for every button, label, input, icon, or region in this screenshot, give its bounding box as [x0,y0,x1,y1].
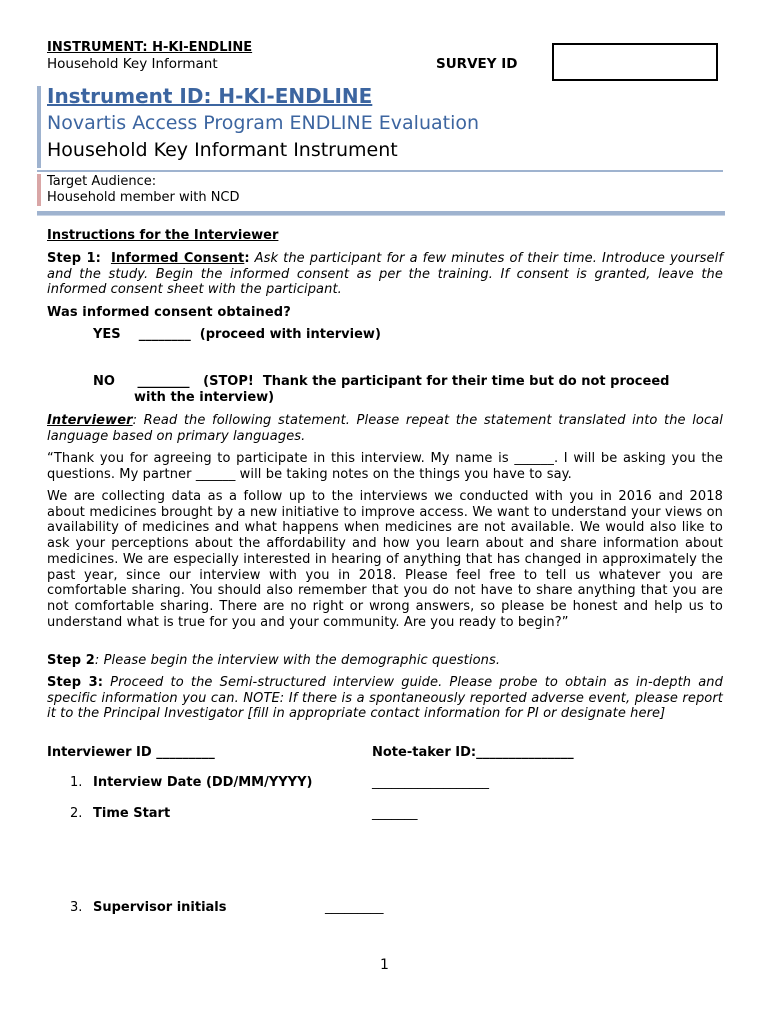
step1-paragraph [47,251,723,298]
program-title: Novartis Access Program ENDLINE Evaluation [47,112,480,134]
step1-text: Ask the participant for a few minutes of their time. Introduce yourself and the study. Begin the informed consent as per the training. If consent is granted, leave the informed consent sheet with the participant. [47,251,724,298]
step1-title: Informed Consent [110,251,245,266]
step3-text: Proceed to the Semi-structured interview guide. Please probe to obtain as in-depth and specific information you can. NOTE: If there is a spontaneously reported adverse event, please report it to the Principal Investigator [fill in appropriate contact information for PI or designate here] [47,675,724,722]
consent-no-option-cont: with the interview) [134,390,275,405]
supervisor-initials-field[interactable]: _________ [325,900,384,915]
note-taker-id-field[interactable]: Note-taker ID:_______________ [372,745,574,760]
time-start-field[interactable]: _______ [372,806,418,821]
consent-no-option[interactable]: NO ________ (STOP! Thank the participant for their time but do not proceed [93,374,670,389]
instrument-id-title: Instrument ID: H-KI-ENDLINE [47,84,373,108]
interview-date-label: Interview Date (DD/MM/YYYY) [93,775,313,790]
interviewer-text: Read the following statement. Please repeat the statement translated into the local language based on primary languages. [47,413,723,444]
step2-text: : Please begin the interview with the demographic questions. [94,653,501,668]
step2-paragraph [47,653,723,669]
item-number: 2. [70,806,83,821]
instructions-heading: Instructions for the Interviewer [47,228,279,243]
supervisor-initials-label: Supervisor initials [93,900,227,915]
step3-prefix: Step 3: [47,675,104,690]
time-start-label: Time Start [93,806,171,821]
interviewer-paragraph [47,413,723,444]
target-audience-value: Household member with NCD [47,190,240,205]
statement-paragraph-1: “Thank you for agreeing to participate in this interview. My name is ______. I will be asking you the questions. My partner ______ will be taking notes on the things you have to say. [47,451,723,482]
target-audience-label: Target Audience: [47,174,157,189]
step3-paragraph [47,675,723,722]
section-divider [37,211,725,216]
item-number: 3. [70,900,83,915]
instrument-header: INSTRUMENT: H-KI-ENDLINE [47,40,253,55]
step1-prefix: Step 1: [47,251,101,266]
statement-paragraph-2: We are collecting data as a follow up to the interviews we conducted with you in 2016 and 2018 about medicines brought by a new initiative to improve access. We want to understand your views on availability of medicines and what happens when medicines are not available. We would also like to ask your perceptions about the affordability and how you learn about and share information about medicines. We are especially interested in hearing of anything that has changed in approximately the past year, since our interview with you in 2018. Please feel free to tell us whatever you are comfortable sharing. You should also remember that you do not have to share anything that you are not comfortable sharing. There are no right or wrong answers, so please be honest and help us to understand what is true for you and your community. Are you ready to begin?” [47,489,723,630]
interviewer-label: Interviewer [47,413,133,428]
audience-accent-bar [37,174,41,206]
instrument-name: Household Key Informant Instrument [47,139,398,161]
page-number: 1 [380,957,389,973]
survey-id-label: SURVEY ID [436,56,518,72]
header-subtitle: Household Key Informant [47,56,218,72]
interviewer-colon: : [132,413,138,428]
item-number: 1. [70,775,83,790]
survey-id-field[interactable] [552,43,718,81]
interview-date-field[interactable]: __________________ [372,775,489,790]
interviewer-id-field[interactable]: Interviewer ID _________ [47,745,215,760]
step2-prefix: Step 2 [47,653,95,668]
title-divider [37,170,723,172]
step1-colon: : [244,251,250,266]
title-accent-bar [37,86,41,168]
consent-yes-option[interactable]: YES ________ (proceed with interview) [93,327,381,342]
consent-question: Was informed consent obtained? [47,305,291,320]
